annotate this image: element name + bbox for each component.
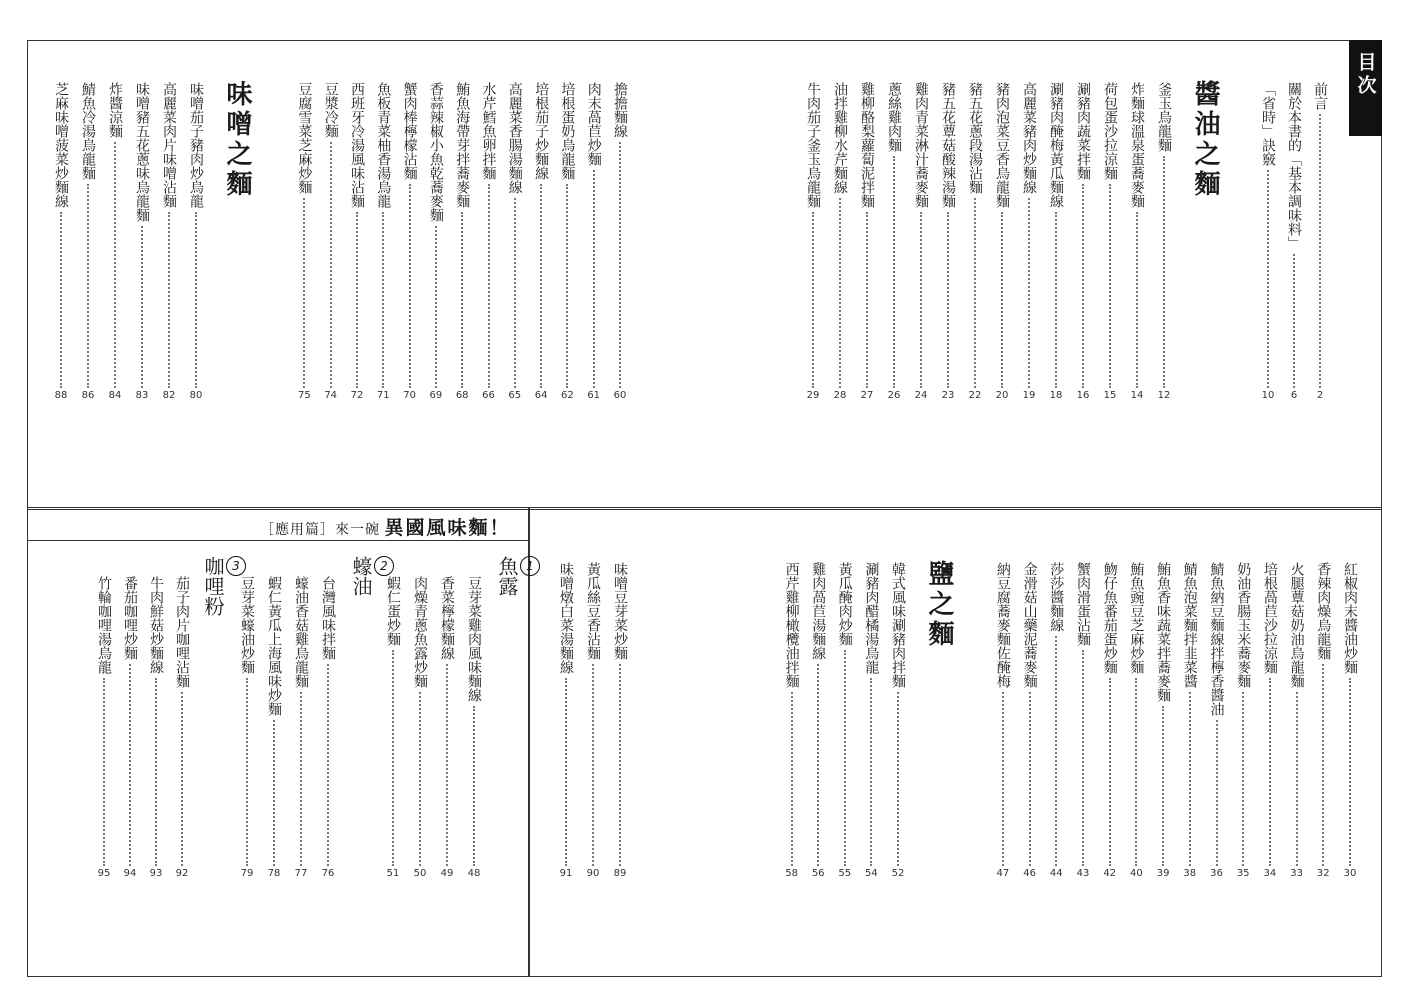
toc-entry-page: 69 <box>429 390 443 401</box>
dot-leader <box>893 156 895 388</box>
application-banner <box>260 513 510 539</box>
toc-entry-page: 52 <box>891 868 905 879</box>
toc-entry-page: 78 <box>267 868 281 879</box>
dot-leader <box>1002 692 1004 866</box>
toc-entry[interactable] <box>1284 82 1304 404</box>
toc-entry-page: 90 <box>586 868 600 879</box>
dot-leader <box>1029 692 1031 866</box>
toc-entry-title: 高麗菜香腸湯麵線 <box>506 82 523 194</box>
toc-entry[interactable] <box>911 82 931 404</box>
toc-entry-page: 48 <box>467 868 481 879</box>
toc-entry-page: 86 <box>81 390 95 401</box>
dot-leader <box>103 678 105 866</box>
toc-entry-page: 44 <box>1049 868 1063 879</box>
toc-entry-title: 油拌雞柳水芹麵線 <box>832 82 848 194</box>
toc-entry[interactable] <box>1127 82 1147 404</box>
toc-entry-title: 火腿蕈菇奶油烏龍麵 <box>1288 562 1305 688</box>
toc-entry[interactable] <box>1310 82 1330 404</box>
toc-entry-page: 46 <box>1023 868 1036 879</box>
dot-leader <box>60 212 62 388</box>
toc-entry[interactable] <box>383 576 403 882</box>
toc-entry-title: 奶油香腸玉米蕎麥麵 <box>1235 562 1252 688</box>
toc-entry-page: 32 <box>1316 868 1330 879</box>
toc-entry[interactable] <box>884 82 904 404</box>
toc-entry-page: 16 <box>1076 390 1090 401</box>
toc-entry[interactable] <box>1073 562 1093 882</box>
toc-entry[interactable] <box>965 82 985 404</box>
toc-entry-title: 香菜檸檬麵線 <box>439 576 455 660</box>
toc-entry-page: 75 <box>298 390 311 401</box>
toc-entry[interactable] <box>78 82 98 404</box>
toc-entry-page: 50 <box>413 868 427 879</box>
toc-entry-page: 24 <box>914 390 928 401</box>
toc-entry-page: 33 <box>1290 868 1303 879</box>
dot-leader <box>817 664 819 866</box>
toc-entry-page: 56 <box>811 868 825 879</box>
toc-entry[interactable] <box>1287 562 1307 882</box>
dot-leader <box>473 706 475 866</box>
toc-entry-title: 黃瓜絲豆香沾麵 <box>585 562 601 660</box>
toc-entry[interactable] <box>610 82 630 404</box>
toc-entry-page: 42 <box>1103 868 1117 879</box>
toc-entry-page: 35 <box>1236 868 1250 879</box>
toc-entry-page: 91 <box>559 868 573 879</box>
banner-underline <box>27 540 528 541</box>
toc-entry-page: 30 <box>1343 868 1357 879</box>
toc-entry-page: 80 <box>189 390 203 401</box>
dot-leader <box>155 678 157 866</box>
toc-entry-page: 54 <box>865 868 878 879</box>
toc-entry-title: 味噌燉白菜湯麵線 <box>558 562 574 674</box>
toc-entry-page: 89 <box>613 868 627 879</box>
group-title: 蠔油 <box>349 556 373 596</box>
section-title-salt: 鹽之麵 <box>924 560 954 650</box>
dot-leader <box>446 664 448 866</box>
toc-entry[interactable] <box>1207 562 1227 882</box>
dot-leader <box>619 142 621 388</box>
toc-entry-title: 蝦仁蛋炒麵 <box>385 576 401 646</box>
toc-entry-title: 涮豬肉蔬菜拌麵 <box>1075 82 1091 180</box>
dot-leader <box>1001 212 1003 388</box>
toc-tab-label: 目次 <box>1354 52 1377 98</box>
group-title: 咖哩粉 <box>201 556 225 616</box>
toc-entry[interactable] <box>437 576 457 882</box>
toc-entry-page: 71 <box>376 390 390 401</box>
toc-entry-title: 擔擔麵線 <box>612 82 628 138</box>
dot-leader <box>540 184 542 388</box>
dot-leader <box>1296 692 1298 866</box>
toc-entry-title: 高麗菜豬肉炒麵線 <box>1021 82 1037 194</box>
toc-entry-title: 荷包蛋沙拉涼麵 <box>1102 82 1118 180</box>
toc-entry-title: 雞柳酪梨蘿蔔泥拌麵 <box>859 82 875 208</box>
dot-leader <box>488 184 490 388</box>
dot-leader <box>565 678 567 866</box>
toc-entry[interactable] <box>992 82 1012 404</box>
toc-entry-page: 27 <box>860 390 874 401</box>
group-number-badge: 3 <box>226 556 246 576</box>
toc-entry-title: 魚板青菜柚香湯烏龍 <box>375 82 392 208</box>
toc-entry-page: 29 <box>806 390 820 401</box>
group-fish-sauce-title <box>494 556 540 596</box>
toc-entry-title: 金滑菇山藥泥蕎麥麵 <box>1021 562 1038 688</box>
toc-entry-title: 釜玉烏龍麵 <box>1156 82 1172 152</box>
toc-entry-title: 黃瓜醃肉炒麵 <box>836 562 853 646</box>
toc-entry[interactable] <box>557 82 577 404</box>
dot-leader <box>1082 184 1084 388</box>
dot-leader <box>619 664 621 866</box>
toc-entry[interactable] <box>888 562 908 882</box>
dot-leader <box>1028 198 1030 388</box>
toc-entry[interactable] <box>1046 562 1066 882</box>
toc-entry[interactable] <box>1153 562 1173 882</box>
toc-entry[interactable] <box>1154 82 1174 404</box>
toc-entry[interactable] <box>479 82 499 404</box>
dot-leader <box>791 692 793 866</box>
toc-entry[interactable] <box>993 562 1013 882</box>
dot-leader <box>1189 692 1191 866</box>
toc-entry[interactable] <box>426 82 446 404</box>
toc-entry-title: 炸醬涼麵 <box>107 82 123 138</box>
toc-entry-page: 84 <box>108 390 122 401</box>
toc-entry-page: 20 <box>995 390 1009 401</box>
toc-entry-page: 23 <box>941 390 955 401</box>
section-title-soy: 醬油之麵 <box>1190 80 1220 200</box>
toc-entry-page: 12 <box>1157 390 1171 401</box>
toc-entry-title: 關於本書的「基本調味料」 <box>1286 82 1302 250</box>
toc-entry-title: 牛肉茄子釜玉烏龍麵 <box>805 82 821 208</box>
toc-entry-title: 蠔油香菇雞烏龍麵 <box>293 576 309 688</box>
toc-entry-page: 88 <box>54 390 68 401</box>
toc-tab <box>1349 40 1382 136</box>
toc-entry-title: 培根萵苣沙拉涼麵 <box>1261 562 1278 674</box>
toc-entry-page: 39 <box>1156 868 1170 879</box>
group-curry-title <box>200 556 246 616</box>
dot-leader <box>129 664 131 866</box>
toc-entry[interactable] <box>94 576 114 882</box>
toc-entry-title: 蔥絲雞肉麵 <box>886 82 902 152</box>
dot-leader <box>356 212 358 388</box>
toc-entry-title: 雞肉萵苣湯麵線 <box>810 562 827 660</box>
toc-entry-page: 51 <box>386 868 400 879</box>
toc-entry[interactable] <box>1260 562 1280 882</box>
toc-entry-page: 15 <box>1103 390 1117 401</box>
dot-leader <box>1136 212 1138 388</box>
toc-entry-page: 26 <box>887 390 901 401</box>
toc-entry-title: 番茄咖哩炒麵 <box>122 576 138 660</box>
dot-leader <box>920 212 922 388</box>
toc-entry[interactable] <box>1313 562 1333 882</box>
toc-entry[interactable] <box>830 82 850 404</box>
toc-entry[interactable] <box>1046 82 1066 404</box>
dot-leader <box>866 212 868 388</box>
toc-entry[interactable] <box>1126 562 1146 882</box>
toc-entry[interactable] <box>1180 562 1200 882</box>
toc-entry-title: 高麗菜肉片味噌沾麵 <box>161 82 177 208</box>
toc-entry-title: 蟹肉棒檸檬沾麵 <box>401 82 418 180</box>
toc-entry-title: 肉燥青蔥魚露炒麵 <box>412 576 428 688</box>
toc-entry-title: 炸麵球溫泉蛋蕎麥麵 <box>1129 82 1145 208</box>
toc-entry-page: 64 <box>534 390 548 401</box>
toc-entry-page: 79 <box>240 868 254 879</box>
dot-leader <box>812 212 814 388</box>
toc-entry-title: 台灣風味拌麵 <box>320 576 336 660</box>
dot-leader <box>87 184 89 388</box>
dot-leader <box>1055 212 1057 388</box>
toc-entry-title: 鯖魚泡菜麵拌韭菜醬 <box>1181 562 1198 688</box>
toc-entry[interactable] <box>1073 82 1093 404</box>
toc-entry[interactable] <box>803 82 823 404</box>
toc-entry[interactable] <box>373 82 393 404</box>
toc-entry-title: 「省時」訣竅 <box>1260 82 1276 166</box>
toc-entry-title: 納豆腐蕎麥麵佐醃梅 <box>994 562 1011 688</box>
toc-entry[interactable] <box>1233 562 1253 882</box>
toc-entry-title: 魩仔魚番茄蛋炒麵 <box>1101 562 1118 674</box>
toc-entry-title: 芝麻味噌菠菜炒麵線 <box>53 82 69 208</box>
toc-entry-page: 49 <box>440 868 454 879</box>
toc-entry[interactable] <box>782 562 802 882</box>
dot-leader <box>461 212 463 388</box>
toc-entry-page: 92 <box>175 868 189 879</box>
toc-entry-title: 涮豬肉醋橘湯烏龍 <box>863 562 880 674</box>
dot-leader <box>839 198 841 388</box>
toc-entry[interactable] <box>186 82 206 404</box>
toc-entry[interactable] <box>318 576 338 882</box>
toc-entry-title: 鮪魚海帶芽拌蕎麥麵 <box>454 82 471 208</box>
banner-title: 異國風味麵！ <box>384 517 511 539</box>
toc-entry-page: 68 <box>455 390 469 401</box>
toc-entry[interactable] <box>505 82 525 404</box>
toc-entry[interactable] <box>172 576 192 882</box>
group-oyster-sauce-title <box>348 556 394 596</box>
dot-leader <box>409 184 411 388</box>
dot-leader <box>897 692 899 866</box>
toc-entry-title: 培根蛋奶烏龍麵 <box>559 82 576 180</box>
dot-leader <box>330 142 332 388</box>
toc-entry-title: 味噌茄子豬肉炒烏龍 <box>188 82 204 208</box>
dot-leader <box>1216 720 1218 866</box>
toc-entry[interactable] <box>861 562 881 882</box>
group-title: 魚露 <box>495 556 519 596</box>
toc-entry[interactable] <box>294 82 314 404</box>
dot-leader <box>327 664 329 866</box>
toc-entry-page: 18 <box>1049 390 1063 401</box>
toc-entry-title: 紅椒肉末醬油炒麵 <box>1342 562 1358 674</box>
dot-leader <box>1319 114 1321 388</box>
toc-entry-page: 55 <box>838 868 852 879</box>
dot-leader <box>435 226 437 388</box>
toc-entry[interactable] <box>1100 562 1120 882</box>
toc-entry-page: 36 <box>1210 868 1223 879</box>
dot-leader <box>870 678 872 866</box>
toc-entry[interactable] <box>556 562 576 882</box>
toc-entry-page: 43 <box>1076 868 1090 879</box>
toc-entry-page: 93 <box>149 868 163 879</box>
toc-entry-title: 味噌豆芽菜炒麵 <box>612 562 628 660</box>
toc-entry-page: 74 <box>324 390 338 401</box>
toc-entry-page: 38 <box>1183 868 1197 879</box>
toc-entry[interactable] <box>584 82 604 404</box>
toc-entry-page: 72 <box>350 390 364 401</box>
toc-entry-title: 味噌豬五花蔥味烏龍麵 <box>134 82 150 222</box>
toc-entry[interactable] <box>410 576 430 882</box>
toc-entry[interactable] <box>1020 562 1040 882</box>
toc-entry-page: 66 <box>482 390 495 401</box>
dot-leader <box>141 226 143 388</box>
toc-entry-title: 西芹雞柳橄欖油拌麵 <box>783 562 800 688</box>
toc-entry-title: 牛肉鮮菇炒麵線 <box>148 576 164 674</box>
dot-leader <box>974 198 976 388</box>
toc-entry-page: 2 <box>1316 390 1324 401</box>
dot-leader <box>1349 678 1351 866</box>
dot-leader <box>195 212 197 388</box>
banner-prefix: ［應用篇］來一碗 <box>260 522 380 538</box>
toc-entry[interactable] <box>291 576 311 882</box>
toc-entry-page: 62 <box>561 390 574 401</box>
toc-entry-page: 94 <box>123 868 137 879</box>
toc-entry[interactable] <box>1100 82 1120 404</box>
toc-entry-title: 西班牙冷湯風味沾麵 <box>349 82 365 208</box>
toc-entry-page: 10 <box>1261 390 1275 401</box>
toc-entry-title: 鯖魚納豆麵線拌檸香醬油 <box>1208 562 1225 716</box>
dot-leader <box>1055 636 1057 866</box>
toc-entry-page: 70 <box>403 390 416 401</box>
toc-entry-page: 22 <box>968 390 982 401</box>
toc-entry[interactable] <box>531 82 551 404</box>
toc-entry[interactable] <box>452 82 472 404</box>
toc-entry-title: 韓式風味涮豬肉拌麵 <box>890 562 906 688</box>
dot-leader <box>566 184 568 388</box>
toc-entry-title: 鮪魚豌豆芝麻炒麵 <box>1128 562 1145 674</box>
toc-entry[interactable] <box>610 562 630 882</box>
toc-entry-page: 14 <box>1130 390 1144 401</box>
toc-entry[interactable] <box>321 82 341 404</box>
toc-entry[interactable] <box>400 82 420 404</box>
toc-entry-page: 19 <box>1022 390 1036 401</box>
dot-leader <box>592 664 594 866</box>
toc-entry-title: 鮪魚香味蔬菜拌蕎麥麵 <box>1155 562 1172 702</box>
toc-entry-page: 82 <box>162 390 176 401</box>
dot-leader <box>1082 650 1084 866</box>
toc-entry[interactable] <box>835 562 855 882</box>
dot-leader <box>1293 254 1295 388</box>
toc-entry[interactable] <box>1258 82 1278 404</box>
toc-entry-title: 茄子肉片咖哩沾麵 <box>174 576 190 688</box>
toc-entry-title: 肉末萵苣炒麵 <box>585 82 602 166</box>
dot-leader <box>1242 692 1244 866</box>
toc-entry-title: 前言 <box>1312 82 1328 110</box>
toc-entry[interactable] <box>857 82 877 404</box>
toc-entry-title: 竹輪咖哩湯烏龍 <box>96 576 112 674</box>
toc-entry-page: 34 <box>1263 868 1277 879</box>
dot-leader <box>1162 706 1164 866</box>
toc-entry[interactable] <box>1340 562 1360 882</box>
toc-entry[interactable] <box>347 82 367 404</box>
dot-leader <box>382 212 384 388</box>
toc-entry-title: 蝦仁黃瓜上海風味炒麵 <box>266 576 282 716</box>
toc-entry[interactable] <box>51 82 71 404</box>
toc-entry[interactable] <box>120 576 140 882</box>
toc-entry-title: 豬五花蔥段湯沾麵 <box>967 82 983 194</box>
toc-entry-title: 香辣肉燥烏龍麵 <box>1315 562 1332 660</box>
toc-entry-page: 28 <box>833 390 847 401</box>
toc-entry-page: 60 <box>613 390 627 401</box>
toc-entry-title: 莎莎醬麵線 <box>1048 562 1065 632</box>
toc-entry-page: 40 <box>1130 868 1143 879</box>
toc-entry-page: 47 <box>996 868 1010 879</box>
toc-entry-title: 豆腐雪菜芝麻炒麵 <box>296 82 313 194</box>
toc-entry-title: 豆芽菜蠔油炒麵 <box>239 576 255 674</box>
toc-entry-title: 水芹鱈魚卵拌麵 <box>480 82 497 180</box>
toc-entry[interactable] <box>464 576 484 882</box>
dot-leader <box>392 650 394 866</box>
dot-leader <box>593 170 595 388</box>
toc-entry-page: 76 <box>321 868 335 879</box>
toc-entry[interactable] <box>808 562 828 882</box>
toc-entry[interactable] <box>105 82 125 404</box>
toc-entry-page: 95 <box>97 868 111 879</box>
dot-leader <box>246 678 248 866</box>
toc-entry-title: 香蒜辣椒小魚乾蕎麥麵 <box>427 82 444 222</box>
toc-entry[interactable] <box>583 562 603 882</box>
toc-entry[interactable] <box>237 576 257 882</box>
toc-entry-page: 65 <box>508 390 522 401</box>
group-number-badge: 2 <box>374 556 394 576</box>
toc-entry[interactable] <box>146 576 166 882</box>
toc-entry-title: 涮豬肉醃梅黃瓜麵線 <box>1048 82 1064 208</box>
toc-entry-page: 6 <box>1290 390 1298 401</box>
toc-entry-title: 雞肉青菜淋汁蕎麥麵 <box>913 82 929 208</box>
section-title-miso: 味噌之麵 <box>222 80 252 200</box>
dot-leader <box>168 212 170 388</box>
toc-entry-title: 豆芽菜雞肉風味麵線 <box>466 576 482 702</box>
toc-entry-title: 培根茄子炒麵線 <box>533 82 550 180</box>
toc-entry[interactable] <box>264 576 284 882</box>
group-number-badge: 1 <box>520 556 540 576</box>
dot-leader <box>1163 156 1165 388</box>
dot-leader <box>1267 170 1269 388</box>
dot-leader <box>1322 664 1324 866</box>
dot-leader <box>514 198 516 388</box>
toc-entry[interactable] <box>1019 82 1039 404</box>
dot-leader <box>844 650 846 866</box>
toc-entry-page: 58 <box>785 868 798 879</box>
dot-leader <box>114 142 116 388</box>
toc-entry-page: 83 <box>135 390 149 401</box>
toc-entry[interactable] <box>938 82 958 404</box>
dot-leader <box>1269 678 1271 866</box>
dot-leader <box>303 198 305 388</box>
dot-leader <box>947 212 949 388</box>
dot-leader <box>273 720 275 866</box>
toc-entry[interactable] <box>132 82 152 404</box>
toc-entry-title: 豬肉泡菜豆香烏龍麵 <box>994 82 1010 208</box>
toc-entry-page: 61 <box>587 390 601 401</box>
toc-entry-title: 鯖魚冷湯烏龍麵 <box>80 82 96 180</box>
dot-leader <box>300 692 302 866</box>
dot-leader <box>1135 678 1137 866</box>
toc-entry-title: 蟹肉滑蛋沾麵 <box>1075 562 1091 646</box>
dot-leader <box>181 692 183 866</box>
toc-entry-page: 77 <box>294 868 308 879</box>
toc-entry[interactable] <box>159 82 179 404</box>
dot-leader <box>419 692 421 866</box>
toc-entry-title: 豆漿冷麵 <box>322 82 339 138</box>
toc-entry-title: 豬五花蕈菇酸辣湯麵 <box>940 82 956 208</box>
dot-leader <box>1109 678 1111 866</box>
dot-leader <box>1109 184 1111 388</box>
